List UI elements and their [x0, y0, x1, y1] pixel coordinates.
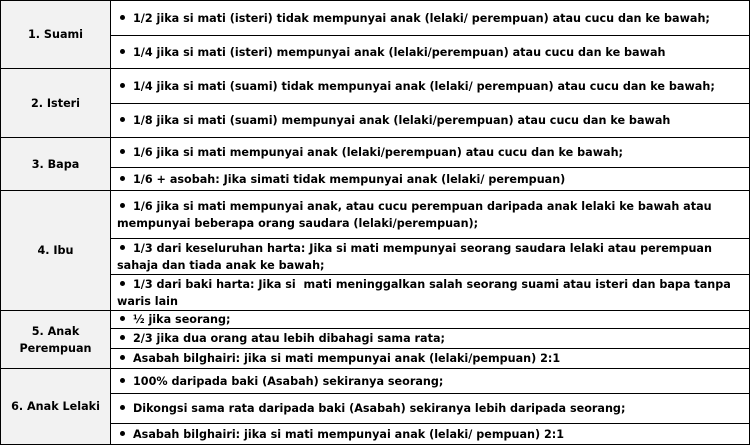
share-text: 1/6 + asobah: Jika simati tidak mempunyai anak (lelaki/ perempuan) [133, 172, 566, 186]
share-list-anak-lelaki [111, 369, 749, 444]
share-text: 1/4 jika si mati (isteri) mempunyai anak (lelaki/perempuan) atau cucu dan ke bawah [133, 45, 666, 59]
share-cell [111, 348, 749, 368]
share-item [117, 44, 665, 61]
bullet-icon [117, 334, 133, 342]
share-text: Dikongsi sama rata daripada baki (Asabah) sekiranya lebih daripada seorang; [133, 402, 626, 415]
bullet-icon [117, 175, 133, 183]
share-item [117, 10, 710, 27]
bullet-icon [117, 354, 133, 362]
heir-label-text: 3. Bapa [31, 157, 80, 171]
heir-label-text: 6. Anak Lelaki [11, 400, 100, 413]
share-text: 1/4 jika si mati (suami) tidak mempunyai anak (lelaki/ perempuan) atau cucu dan ke bawah; [133, 79, 715, 93]
bullet-icon [117, 315, 133, 323]
share-cell [111, 369, 749, 393]
bullet-icon [117, 404, 133, 412]
share-text: ½ jika seorang; [133, 313, 231, 326]
share-item [117, 311, 230, 328]
heir-row-anak-perempuan [1, 310, 749, 368]
share-text: 1/6 jika si mati mempunyai anak (lelaki/perempuan) atau cucu dan ke bawah; [133, 146, 624, 159]
heir-label-text: 1. Suami [28, 28, 83, 41]
heir-label-text: 2. Isteri [30, 96, 81, 110]
share-text: 1/2 jika si mati (isteri) tidak mempunyai anak (lelaki/ perempuan) atau cucu dan ke bawah; [133, 11, 710, 25]
share-item [117, 330, 445, 347]
share-cell [111, 1, 749, 35]
heir-label-text: 4. Ibu [37, 244, 74, 257]
share-list-isteri [111, 69, 749, 137]
bullet-icon [117, 280, 133, 288]
bullet-icon [117, 116, 133, 124]
bullet-icon [117, 202, 133, 210]
share-cell [111, 191, 749, 238]
heir-label-anak-perempuan [1, 311, 111, 368]
bullet-icon [117, 82, 133, 90]
share-cell [111, 238, 749, 274]
share-item [117, 400, 625, 417]
bullet-icon [117, 48, 133, 56]
share-text: 1/6 jika si mati mempunyai anak, atau cucu perempuan daripada anak lelaki ke bawah atau mempunyai beberapa orang saudara (lelaki/perempuan); [117, 199, 716, 230]
share-text: 100% daripada baki (Asabah) sekiranya seorang; [133, 374, 444, 388]
share-cell [111, 35, 749, 68]
share-text: Asabah bilghairi: jika si mati mempunyai anak (lelaki/ pempuan) 2:1 [133, 427, 565, 441]
share-text: 1/8 jika si mati (suami) mempunyai anak (lelaki/perempuan) atau cucu dan ke bawah [133, 114, 671, 127]
share-list-suami [111, 1, 749, 68]
heir-row-bapa [1, 137, 749, 190]
share-cell [111, 393, 749, 423]
share-cell [111, 328, 749, 348]
share-list-ibu [111, 191, 749, 310]
bullet-icon [117, 148, 133, 156]
heir-row-suami [1, 1, 749, 68]
heir-label-isteri [1, 69, 111, 137]
share-cell [111, 423, 749, 444]
share-item [117, 276, 743, 310]
share-cell [111, 167, 749, 190]
share-text: 1/3 dari baki harta: Jika si mati meninggalkan salah seorang suami atau isteri dan bapa tanpa waris lain [117, 277, 735, 308]
share-text: 1/3 dari keseluruhan harta: Jika si mati mempunyai seorang saudara lelaki atau perempuan sahaja dan tiada anak ke bawah; [117, 241, 716, 272]
share-cell [111, 69, 749, 103]
heir-label-bapa [1, 138, 111, 190]
share-item [117, 240, 743, 274]
bullet-icon [117, 244, 133, 252]
share-item [117, 112, 670, 129]
heir-label-suami [1, 1, 111, 68]
heir-label-anak-lelaki [1, 369, 111, 444]
share-item [117, 373, 443, 390]
share-text: Asabah bilghairi: jika si mati mempunyai anak (lelaki/pempuan) 2:1 [133, 352, 561, 365]
share-text: 2/3 jika dua orang atau lebih dibahagi sama rata; [133, 332, 445, 345]
share-cell [111, 274, 749, 310]
heir-row-isteri [1, 68, 749, 137]
share-item [117, 350, 560, 367]
share-cell [111, 311, 749, 328]
bullet-icon [117, 14, 133, 22]
share-cell [111, 103, 749, 137]
heir-row-ibu [1, 190, 749, 310]
heir-label-ibu [1, 191, 111, 310]
bullet-icon [117, 377, 133, 385]
share-list-bapa [111, 138, 749, 190]
bullet-icon [117, 430, 133, 438]
share-item [117, 144, 623, 161]
share-cell [111, 138, 749, 167]
share-item [117, 198, 743, 232]
heir-row-anak-lelaki [1, 368, 749, 444]
share-list-anak-perempuan [111, 311, 749, 368]
share-item [117, 426, 564, 443]
share-item [117, 78, 715, 95]
heir-label-text: 5. Anak Perempuan [19, 324, 92, 355]
share-item [117, 171, 565, 188]
